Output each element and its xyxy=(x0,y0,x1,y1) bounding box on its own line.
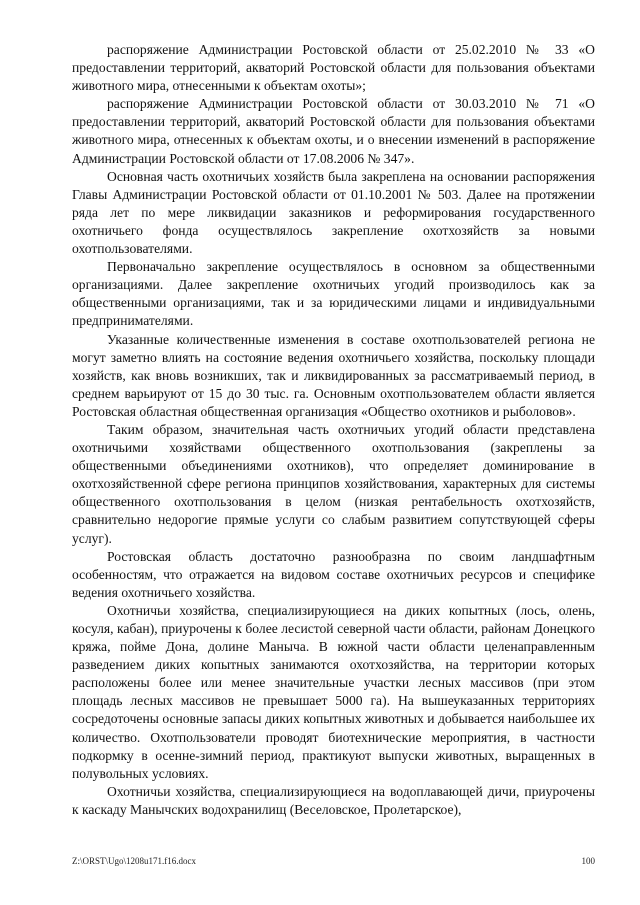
footer-file-path: Z:\ORST\Ugo\1208u171.f16.docx xyxy=(72,856,196,866)
paragraph-decree-71: распоряжение Администрации Ростовской области от 30.03.2010 № 71 «О предоставлении территорий, акваторий Ростовской области для пользования объектами животного мира, отнесенных к объектам охоты, и о внесении изменений в распоряжение Администрации Ростовской области от 17.08.2006 № 347». xyxy=(72,96,595,166)
footer-page-number: 100 xyxy=(581,856,595,866)
paragraph-ungulates: Охотничьи хозяйства, специализирующиеся на диких копытных (лось, олень, косуля, кабан), приурочены к более лесистой северной части области, районам Донецкого кряжа, пойме Дона, долине Маныча. В южной части области целенаправленным разведением диких копытных занимаются охотхозяйства, на территории которых расположены более или менее значительные участки лесных массивов (при этом площадь лесных массивов не превышает 5000 га). На вышеуказанных территориях сосредоточены основные запасы диких копытных животных и добывается наибольшее их количество. Охотпользователи проводят биотехнические мероприятия, в частности подкормку в осенне-зимний период, практикуют выпуски животных, выращенных в полувольных условиях. xyxy=(72,602,595,781)
paragraph-decree-33: распоряжение Администрации Ростовской области от 25.02.2010 № 33 «О предоставлении территорий, акваторий Ростовской области для пользования объектами животного мира, отнесенными к объектам охоты»; xyxy=(72,42,595,94)
paragraph-initial-assignment: Первоначально закрепление осуществлялось в основном за общественными организациями. Далее закрепление охотничьих угодий производилось как за общественными организациями, так и за юридическими лицами и индивидуальными предпринимателями. xyxy=(72,259,595,329)
paragraph-main-part: Основная часть охотничьих хозяйств была закреплена на основании распоряжения Главы Администрации Ростовской области от 01.10.2001 № 503. Далее на протяжении ряда лет по мере ликвидации заказников и реформирования государственного охотничьего фонда осуществлялось закрепление охотхозяйств за новыми охотпользователями. xyxy=(72,168,595,257)
paragraph-quantitative-changes: Указанные количественные изменения в составе охотпользователей региона не могут заметно влиять на состояние ведения охотничьего хозяйства, поскольку площади хозяйств, как вновь возникших, так и ликвидированных за рассматриваемый период, в среднем варьируют от 15 до 30 тыс. га. Основным охотпользователем области является Ростовская областная общественная организация «Общество охотников и рыболовов». xyxy=(72,331,595,419)
paragraph-landscape: Ростовская область достаточно разнообразна по своим ландшафтным особенностям, что отражается на видовом составе охотничьих ресурсов и специфике ведения охотничьего хозяйства. xyxy=(72,548,595,600)
paragraph-thus: Таким образом, значительная часть охотничьих угодий области представлена охотничьими хозяйствами общественного охотпользования (закреплены за общественными объединениями охотников), что определяет доминирование в охотхозяйственной сфере региона принципов хозяйствования, характерных для системы общественного охотпользования в целом (низкая рентабельность охотхозяйств, сравнительно недорогие прямые услуги со слабым развитием сопутствующей сферы услуг). xyxy=(72,421,595,546)
paragraph-waterfowl: Охотничьи хозяйства, специализирующиеся на водоплавающей дичи, приурочены к каскаду Манычских водохранилищ (Веселовское, Пролетарское), xyxy=(72,783,595,817)
document-body xyxy=(72,41,595,819)
